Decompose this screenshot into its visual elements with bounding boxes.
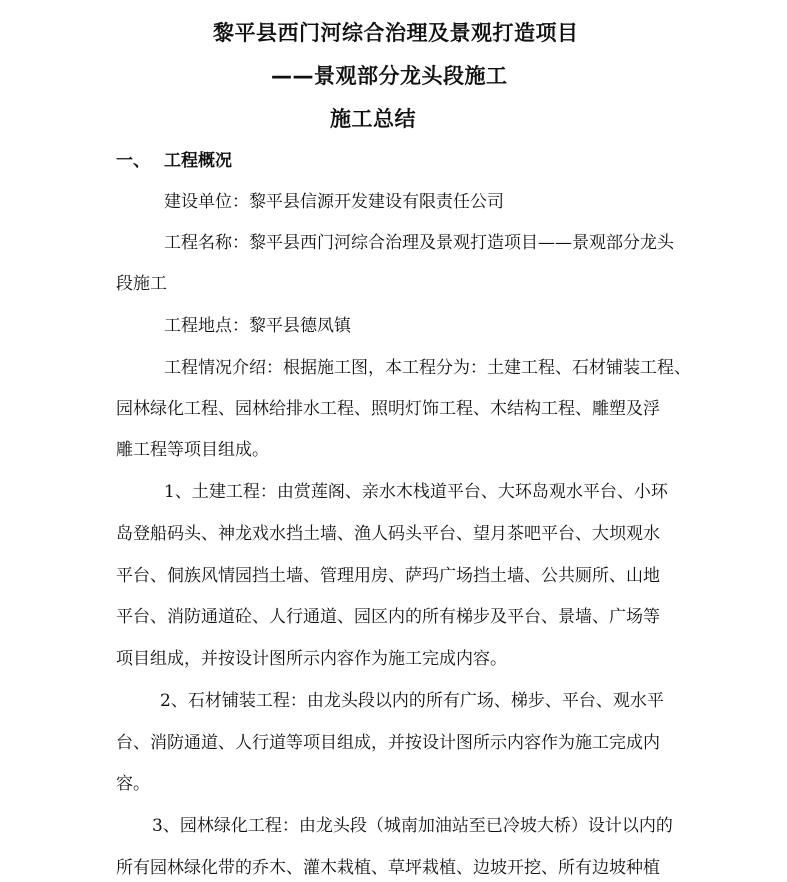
section-heading: [116, 147, 232, 175]
text-line: 2、石材铺装工程：由龙头段以内的所有广场、梯步、平台、观水平: [160, 691, 664, 711]
text-line: 建设单位：黎平县信源开发建设有限责任公司: [164, 192, 504, 212]
text-line: 所有园林绿化带的乔木、灌木栽植、草坪栽植、边坡开挖、所有边坡种植: [116, 858, 660, 878]
document-title-line1: 黎平县西门河综合治理及景观打造项目: [213, 21, 579, 45]
section-number: 一、: [116, 151, 150, 171]
section-heading-text: 工程概况: [164, 151, 232, 171]
document-title-line2: ——景观部分龙头段施工: [271, 64, 508, 88]
text-line: 工程情况介绍：根据施工图，本工程分为：土建工程、石材铺装工程、: [164, 358, 691, 378]
text-line: 3、园林绿化工程：由龙头段（城南加油站至已冷坡大桥）设计以内的: [152, 816, 673, 836]
text-line: 平台、侗族风情园挡土墙、管理用房、萨玛广场挡土墙、公共厕所、山地: [116, 566, 660, 586]
text-line: 园林绿化工程、园林给排水工程、照明灯饰工程、木结构工程、雕塑及浮: [116, 399, 660, 419]
text-line: 雕工程等项目组成。: [116, 440, 269, 460]
text-line: 台、消防通道、人行道等项目组成，并按设计图所示内容作为施工完成内: [116, 733, 660, 753]
text-line: 岛登船码头、神龙戏水挡土墙、渔人码头平台、望月茶吧平台、大坝观水: [116, 524, 660, 544]
document-title-line3: 施工总结: [330, 107, 416, 131]
text-line: 工程地点：黎平县德凤镇: [164, 316, 351, 336]
text-line: 工程名称：黎平县西门河综合治理及景观打造项目——景观部分龙头: [164, 233, 674, 253]
text-line: 容。: [116, 774, 150, 794]
text-line: 项目组成，并按设计图所示内容作为施工完成内容。: [116, 649, 507, 669]
text-line: 段施工: [116, 274, 167, 294]
text-line: 平台、消防通道砼、人行通道、园区内的所有梯步及平台、景墙、广场等: [116, 607, 660, 627]
text-line: 1、土建工程：由赏莲阁、亲水木栈道平台、大环岛观水平台、小环: [164, 482, 668, 502]
